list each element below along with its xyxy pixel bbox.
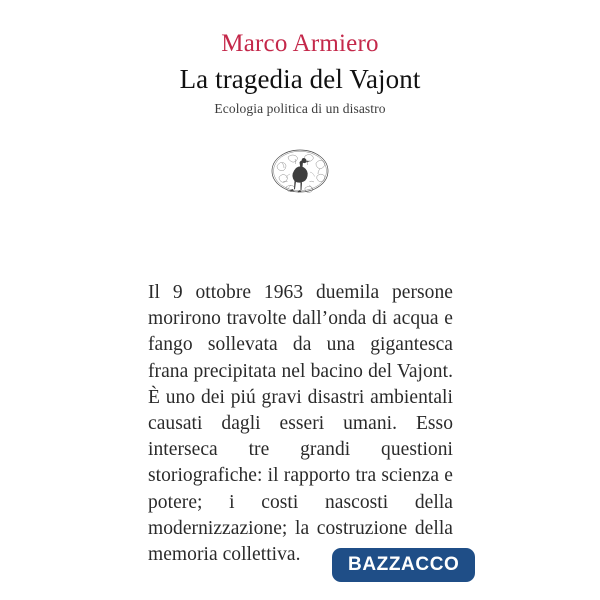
ostrich-oval-emblem [268, 146, 332, 196]
author-name: Marco Armiero [221, 30, 379, 57]
book-title: La tragedia del Vajont [179, 64, 421, 94]
cover-masthead [0, 0, 600, 117]
publisher-badge: BAZZACCO [332, 548, 475, 582]
publisher-emblem-container [0, 146, 600, 196]
back-cover-blurb: Il 9 ottobre 1963 duemila persone morirono travolte dall’onda di acqua e fango sollevata da una gigantesca frana precipitata nel bacino del Vajont. È uno dei piú gravi disastri ambientali causati dagli esseri umani. Esso interseca tre grandi questioni storiografiche: il rapporto tra scienza e potere; i costi nascosti della modernizzazione; la costruzione della memoria collettiva. [148, 282, 453, 566]
publisher-badge-container [332, 548, 475, 582]
book-subtitle: Ecologia politica di un disastro [214, 101, 386, 117]
